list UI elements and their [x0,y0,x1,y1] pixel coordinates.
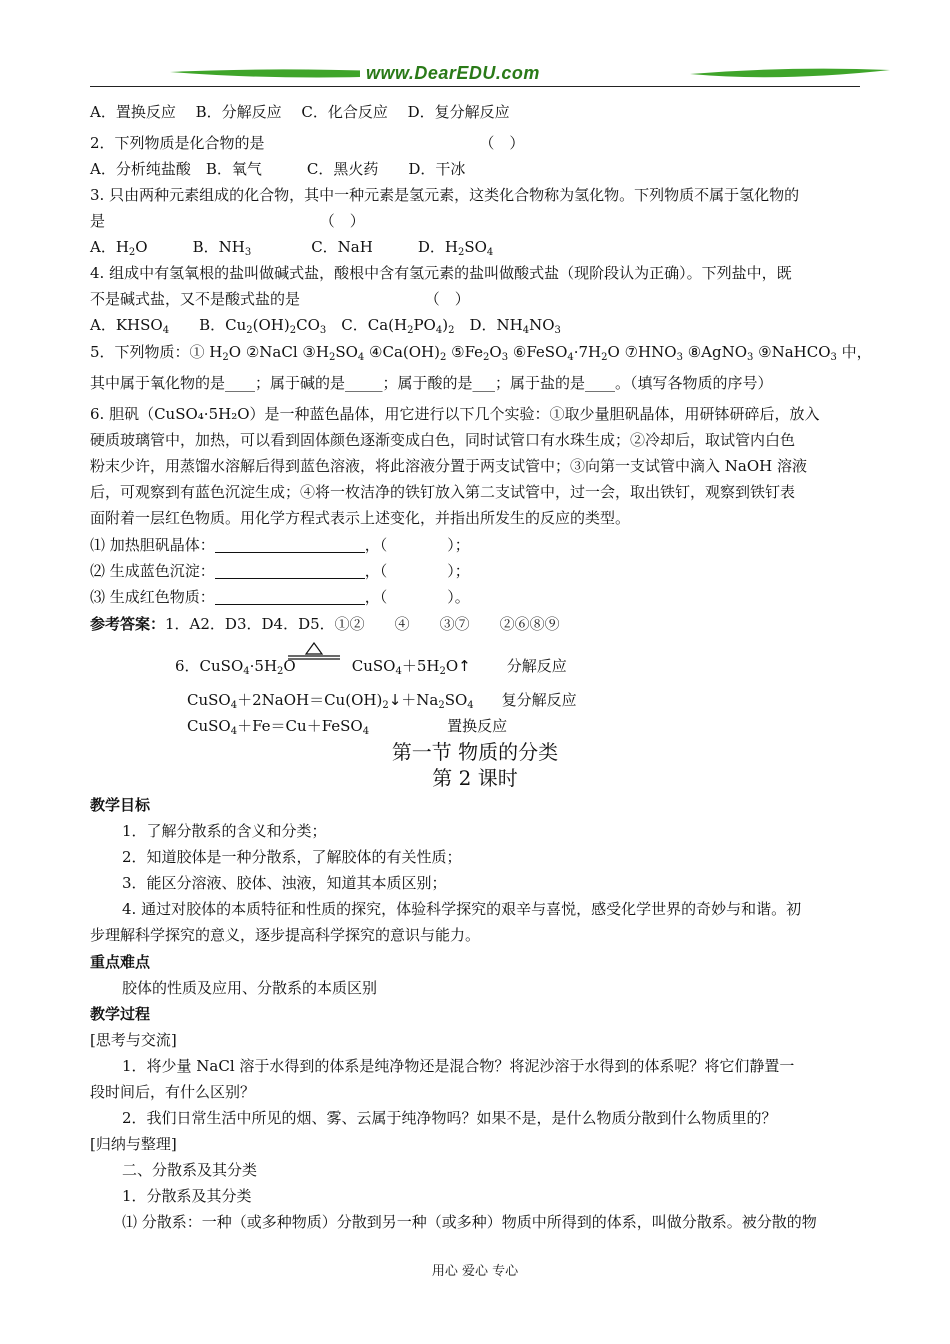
q2-stem: 2．下列物质是化合物的是 （ ） [90,134,525,152]
q6-sub-1 [90,535,470,555]
heading-key-points: 重点难点 [90,953,151,971]
goal-4-cont: 步理解科学探究的意义，逐步提高科学探究的意识与能力。 [90,926,481,944]
think-label: [思考与交流] [90,1031,177,1049]
q6-stem-5: 面附着一层红色物质。用化学方程式表示上述变化，并指出所发生的反应的类型。 [90,509,631,527]
heading-teaching-process: 教学过程 [90,1005,151,1023]
answer-key-text: 1．A2．D3．D4．D5．①② ④ ③⑦ ②⑥⑧⑨ [165,615,560,633]
blank-tail: ，（ ）。 [364,588,470,606]
section-title: 第一节 物质的分类 [391,740,559,764]
goal-1: 1．了解分散系的含义和分类； [122,822,327,840]
heading-teaching-goals: 教学目标 [90,796,151,814]
blank-tail: ，（ ）； [364,536,470,554]
q3-stem-2: 是 （ ） [90,212,365,230]
equation-1-type: 分解反应 [506,657,567,675]
section-2-heading: 二、分散系及其分类 [122,1161,258,1179]
q6-sub-3-label: ⑶ 生成红色物质： [90,588,215,606]
q4-options: A．$KHSO_4$ B．$Cu_2(OH)_2CO_3$ C．$Ca(H_2PO_4)_2$ D．$NH_4NO_3$ [90,316,561,336]
q6-stem-4: 后，可观察到有蓝色沉淀生成；④将一枚洁净的铁钉放入第二支试管中，过一会，取出铁钉，观察到铁钉表 [90,483,796,501]
q6-sub-3 [90,587,470,607]
equation-2: $CuSO_4+2NaOH=Cu(OH)_2↓+Na_2SO_4$ 复分解反应 [187,691,577,711]
answer-blank [215,589,365,605]
q6-stem-2: 硬质玻璃管中，加热，可以看到固体颜色逐渐变成白色，同时试管口有水珠生成；②冷却后，取试管内白色 [90,431,796,449]
page-footer: 用心 爱心 专心 [431,1264,519,1279]
q5-stem-2: 其中属于氧化物的是____；属于碱的是_____；属于酸的是___；属于盐的是____。（填写各物质的序号） [90,374,773,392]
blank-tail: ，（ ）； [364,562,470,580]
equation-2-type: 复分解反应 [501,691,577,709]
q1-options: A．置换反应 B．分解反应 C．化合反应 D．复分解反应 [90,103,510,121]
equation-1: 6．$CuSO_4\cdot 5H_2O$ $CuSO_4+5H_2O↑$ 分解反应 [175,657,567,677]
lesson-title: 第 2 课时 [432,766,518,790]
q6-sub-2 [90,561,470,581]
goal-2: 2．知道胶体是一种分散系，了解胶体的有关性质； [122,848,462,866]
equation-3-type: 置换反应 [447,717,508,735]
answer-blank [215,563,365,579]
q5-stem-1: 5．下列物质：① $H_2O$ ②NaCl $③H_2SO_4$ $④Ca(OH)_2$ $⑤Fe_2O_3$ $⑥FeSO_4\cdot 7H_2O$ $⑦HNO_3$ ⑧AgNO$_3$ ⑨NaHCO$_3$ 中， [90,343,872,363]
goal-4: 4. 通过对胶体的本质特征和性质的探究，体验科学探究的艰辛与喜悦，感受化学世界的奇妙与和谐。初 [122,900,802,918]
q6-stem-1: 6. 胆矾（CuSO₄·5H₂O）是一种蓝色晶体，用它进行以下几个实验：①取少量胆矾晶体，用研钵研碎后，放入 [90,405,820,423]
q2-options: A．分析纯盐酸 B．氧气 C．黑火药 D．干冰 [90,160,466,178]
page-header [90,60,860,90]
key-points-text: 胶体的性质及应用、分散系的本质区别 [122,979,378,997]
header-rule [90,86,860,87]
goal-3: 3．能区分溶液、胶体、浊液，知道其本质区别； [122,874,447,892]
think-item-1-cont: 段时间后，有什么区别？ [90,1083,256,1101]
q4-stem-1: 4. 组成中有氢氧根的盐叫做碱式盐，酸根中含有氢元素的盐叫做酸式盐（现阶段认为正确）。下列盐中，既 [90,264,792,282]
q4-stem-2: 不是碱式盐，又不是酸式盐的是 （ ） [90,290,470,308]
answer-key [90,614,560,634]
summary-label: [归纳与整理] [90,1135,177,1153]
equation-3: CuSO$_4$＋Fe＝Cu＋FeSO$_4$ 置换反应 [187,717,508,737]
site-logo: www.DearEDU.com [360,63,546,84]
dispersion-definition: ⑴ 分散系：一种（或多种物质）分散到另一种（或多种）物质中所得到的体系，叫做分散系。被分散的物 [122,1213,817,1231]
q6-sub-1-label: ⑴ 加热胆矾晶体： [90,536,215,554]
q6-sub-2-label: ⑵ 生成蓝色沉淀： [90,562,215,580]
answer-blank [215,537,365,553]
q6-stem-3: 粉末少许，用蒸馏水溶解后得到蓝色溶液，将此溶液分置于两支试管中；③向第一支试管中滴入 NaOH 溶液 [90,457,807,475]
right-swoosh-decoration [690,68,890,82]
section-2-1-heading: 1．分散系及其分类 [122,1187,252,1205]
answer-key-label: 参考答案： [90,615,166,633]
q3-stem-1: 3. 只由两种元素组成的化合物，其中一种元素是氢元素，这类化合物称为氢化物。下列物质不属于氢化物的 [90,186,800,204]
q3-options: A．$H_2O$ B．$NH_3$ C．NaH D．$H_2SO_4$ [90,238,494,258]
think-item-1: 1．将少量 NaCl 溶于水得到的体系是纯净物还是混合物？将泥沙溶于水得到的体系呢？将它们静置一 [122,1057,795,1075]
think-item-2: 2．我们日常生活中所见的烟、雾、云属于纯净物吗？如果不是，是什么物质分散到什么物质里的？ [122,1109,777,1127]
